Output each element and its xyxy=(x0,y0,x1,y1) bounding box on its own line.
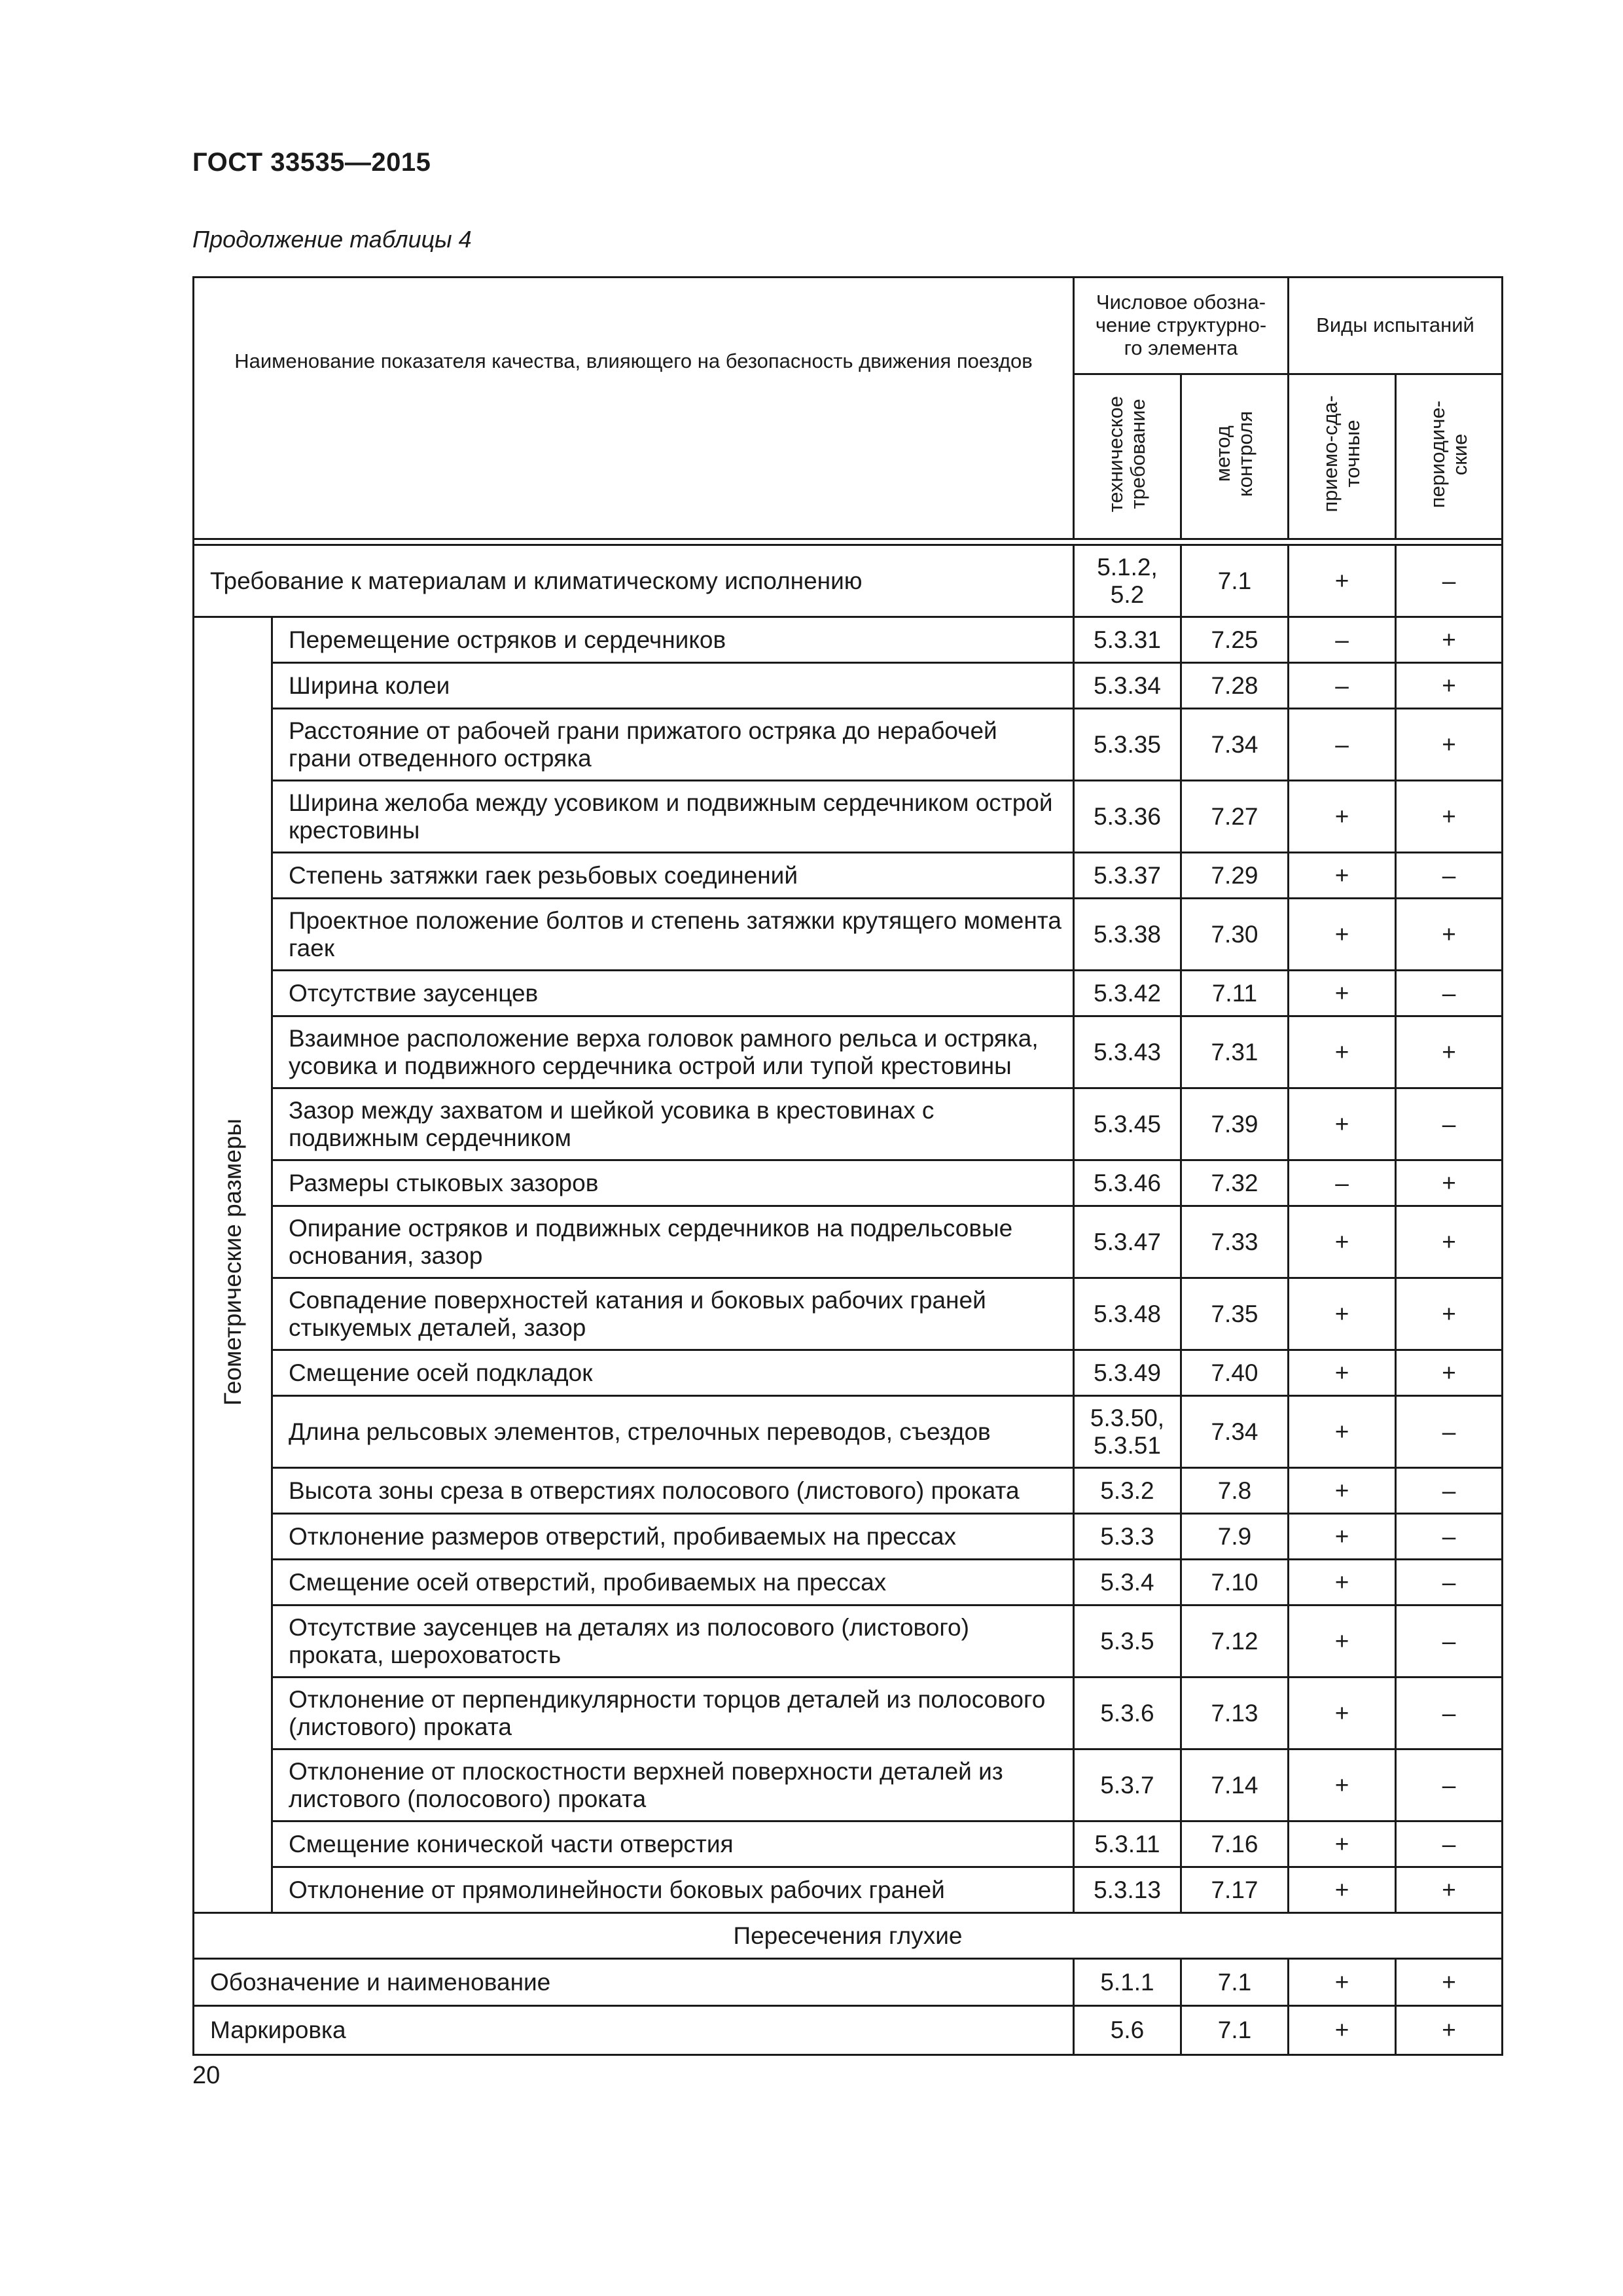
control-method-ref: 7.25 xyxy=(1181,617,1289,663)
periodic-mark: + xyxy=(1396,1278,1503,1350)
tech-requirement-ref: 5.3.49 xyxy=(1074,1350,1181,1396)
indicator-name: Отклонение размеров отверстий, пробиваемых на прессах xyxy=(272,1514,1074,1560)
tech-requirement-ref: 5.3.34 xyxy=(1074,663,1181,709)
control-method-ref: 7.1 xyxy=(1181,2006,1289,2055)
periodic-mark: – xyxy=(1396,1605,1503,1677)
acceptance-mark: + xyxy=(1289,1088,1396,1160)
header-tech-requirement: техническое требование xyxy=(1074,374,1181,539)
tech-requirement-ref: 5.3.36 xyxy=(1074,781,1181,853)
table-row xyxy=(194,1560,1503,1605)
indicator-name: Отклонение от перпендикулярности торцов деталей из полосового (листового) проката xyxy=(272,1677,1074,1749)
periodic-mark: – xyxy=(1396,853,1503,899)
acceptance-mark: + xyxy=(1289,1016,1396,1088)
control-method-ref: 7.17 xyxy=(1181,1867,1289,1913)
tech-requirement-ref: 5.3.35 xyxy=(1074,709,1181,781)
indicator-name: Требование к материалам и климатическому исполнению xyxy=(194,545,1074,617)
control-method-ref: 7.1 xyxy=(1181,545,1289,617)
group-label-cell xyxy=(194,617,272,1913)
acceptance-mark: + xyxy=(1289,1560,1396,1605)
tech-requirement-ref: 5.3.47 xyxy=(1074,1206,1181,1278)
control-method-ref: 7.32 xyxy=(1181,1160,1289,1206)
indicator-name: Размеры стыковых зазоров xyxy=(272,1160,1074,1206)
acceptance-mark: + xyxy=(1289,1867,1396,1913)
acceptance-mark: + xyxy=(1289,1206,1396,1278)
control-method-ref: 7.33 xyxy=(1181,1206,1289,1278)
control-method-ref: 7.34 xyxy=(1181,1396,1289,1468)
periodic-mark: – xyxy=(1396,1560,1503,1605)
indicator-name: Смещение осей отверстий, пробиваемых на прессах xyxy=(272,1560,1074,1605)
control-method-ref: 7.40 xyxy=(1181,1350,1289,1396)
acceptance-mark: + xyxy=(1289,1605,1396,1677)
group-label: Геометрические размеры xyxy=(219,1118,246,1406)
indicator-name: Высота зоны среза в отверстиях полосового (листового) проката xyxy=(272,1468,1074,1514)
table-row xyxy=(194,1396,1503,1468)
periodic-mark: – xyxy=(1396,545,1503,617)
periodic-mark: + xyxy=(1396,1959,1503,2006)
acceptance-mark: + xyxy=(1289,1468,1396,1514)
control-method-ref: 7.31 xyxy=(1181,1016,1289,1088)
acceptance-mark: – xyxy=(1289,709,1396,781)
table-row xyxy=(194,1605,1503,1677)
periodic-mark: – xyxy=(1396,1677,1503,1749)
tech-requirement-ref: 5.3.38 xyxy=(1074,899,1181,971)
tech-requirement-ref: 5.3.45 xyxy=(1074,1088,1181,1160)
control-method-ref: 7.14 xyxy=(1181,1749,1289,1821)
acceptance-mark: – xyxy=(1289,1160,1396,1206)
tech-requirement-ref: 5.3.48 xyxy=(1074,1278,1181,1350)
tech-requirement-ref: 5.3.13 xyxy=(1074,1867,1181,1913)
tech-requirement-ref: 5.1.2, 5.2 xyxy=(1074,545,1181,617)
control-method-ref: 7.16 xyxy=(1181,1821,1289,1867)
acceptance-mark: + xyxy=(1289,971,1396,1016)
acceptance-mark: + xyxy=(1289,899,1396,971)
control-method-ref: 7.8 xyxy=(1181,1468,1289,1514)
periodic-mark: – xyxy=(1396,1396,1503,1468)
periodic-mark: + xyxy=(1396,1160,1503,1206)
tech-requirement-ref: 5.3.37 xyxy=(1074,853,1181,899)
tech-requirement-ref: 5.3.11 xyxy=(1074,1821,1181,1867)
acceptance-mark: + xyxy=(1289,1396,1396,1468)
control-method-ref: 7.10 xyxy=(1181,1560,1289,1605)
acceptance-mark: + xyxy=(1289,1749,1396,1821)
acceptance-mark: + xyxy=(1289,1677,1396,1749)
indicator-name: Ширина желоба между усовиком и подвижным сердечником острой крестовины xyxy=(272,781,1074,853)
header-tests-group: Виды испытаний xyxy=(1289,278,1503,374)
quality-table xyxy=(192,276,1503,2056)
tech-requirement-ref: 5.3.6 xyxy=(1074,1677,1181,1749)
control-method-ref: 7.29 xyxy=(1181,853,1289,899)
indicator-name: Степень затяжки гаек резьбовых соединений xyxy=(272,853,1074,899)
tech-requirement-ref: 5.3.46 xyxy=(1074,1160,1181,1206)
control-method-ref: 7.13 xyxy=(1181,1677,1289,1749)
acceptance-mark: + xyxy=(1289,1821,1396,1867)
periodic-mark: + xyxy=(1396,781,1503,853)
table-row xyxy=(194,1677,1503,1749)
tech-requirement-ref: 5.6 xyxy=(1074,2006,1181,2055)
tech-requirement-ref: 5.3.4 xyxy=(1074,1560,1181,1605)
indicator-name: Смещение конической части отверстия xyxy=(272,1821,1074,1867)
periodic-mark: – xyxy=(1396,1821,1503,1867)
header-name-column: Наименование показателя качества, влияющего на безопасность движения поездов xyxy=(194,278,1074,539)
control-method-ref: 7.35 xyxy=(1181,1278,1289,1350)
table-row xyxy=(194,853,1503,899)
header-acceptance-tests: приемо-сда- точные xyxy=(1289,374,1396,539)
periodic-mark: + xyxy=(1396,709,1503,781)
tech-requirement-ref: 5.3.50, 5.3.51 xyxy=(1074,1396,1181,1468)
indicator-name: Перемещение остряков и сердечников xyxy=(272,617,1074,663)
table-row xyxy=(194,1749,1503,1821)
acceptance-mark: + xyxy=(1289,1350,1396,1396)
table-row xyxy=(194,1088,1503,1160)
header-control-method: метод контроля xyxy=(1181,374,1289,539)
tech-requirement-ref: 5.3.43 xyxy=(1074,1016,1181,1088)
periodic-mark: + xyxy=(1396,663,1503,709)
header-periodic-tests: периодиче- ские xyxy=(1396,374,1503,539)
indicator-name: Обозначение и наименование xyxy=(194,1959,1074,2006)
acceptance-mark: + xyxy=(1289,2006,1396,2055)
table-caption: Продолжение таблицы 4 xyxy=(192,226,472,253)
acceptance-mark: + xyxy=(1289,781,1396,853)
acceptance-mark: – xyxy=(1289,617,1396,663)
table-row xyxy=(194,1278,1503,1350)
periodic-mark: + xyxy=(1396,617,1503,663)
control-method-ref: 7.9 xyxy=(1181,1514,1289,1560)
periodic-mark: – xyxy=(1396,971,1503,1016)
indicator-name: Отсутствие заусенцев на деталях из полосового (листового) проката, шероховатость xyxy=(272,1605,1074,1677)
control-method-ref: 7.12 xyxy=(1181,1605,1289,1677)
tech-requirement-ref: 5.3.5 xyxy=(1074,1605,1181,1677)
indicator-name: Совпадение поверхностей катания и боковых рабочих граней стыкуемых деталей, зазор xyxy=(272,1278,1074,1350)
periodic-mark: – xyxy=(1396,1468,1503,1514)
indicator-name: Отклонение от плоскостности верхней поверхности деталей из листового (полосового) проката xyxy=(272,1749,1074,1821)
periodic-mark: + xyxy=(1396,2006,1503,2055)
table-row xyxy=(194,899,1503,971)
document-code: ГОСТ 33535—2015 xyxy=(192,148,431,177)
acceptance-mark: + xyxy=(1289,1959,1396,2006)
control-method-ref: 7.28 xyxy=(1181,663,1289,709)
indicator-name: Зазор между захватом и шейкой усовика в крестовинах с подвижным сердечником xyxy=(272,1088,1074,1160)
indicator-name: Смещение осей подкладок xyxy=(272,1350,1074,1396)
tech-requirement-ref: 5.3.42 xyxy=(1074,971,1181,1016)
table-row xyxy=(194,1514,1503,1560)
tech-requirement-ref: 5.1.1 xyxy=(1074,1959,1181,2006)
periodic-mark: + xyxy=(1396,1206,1503,1278)
tech-requirement-ref: 5.3.2 xyxy=(1074,1468,1181,1514)
table-row xyxy=(194,617,1503,663)
table-row xyxy=(194,709,1503,781)
periodic-mark: + xyxy=(1396,899,1503,971)
table-row xyxy=(194,1350,1503,1396)
indicator-name: Ширина колеи xyxy=(272,663,1074,709)
page-number: 20 xyxy=(192,2062,221,2089)
periodic-mark: + xyxy=(1396,1350,1503,1396)
table-row xyxy=(194,663,1503,709)
header-number-group: Числовое обозна- чение структурно- го элемента xyxy=(1074,278,1289,374)
table-row xyxy=(194,1160,1503,1206)
table-row xyxy=(194,545,1503,617)
table-row xyxy=(194,1468,1503,1514)
tech-requirement-ref: 5.3.31 xyxy=(1074,617,1181,663)
table-row xyxy=(194,971,1503,1016)
periodic-mark: + xyxy=(1396,1016,1503,1088)
table-row xyxy=(194,1016,1503,1088)
acceptance-mark: – xyxy=(1289,663,1396,709)
acceptance-mark: + xyxy=(1289,853,1396,899)
table-row xyxy=(194,1959,1503,2006)
periodic-mark: – xyxy=(1396,1514,1503,1560)
control-method-ref: 7.1 xyxy=(1181,1959,1289,2006)
tech-requirement-ref: 5.3.7 xyxy=(1074,1749,1181,1821)
indicator-name: Длина рельсовых элементов, стрелочных переводов, съездов xyxy=(272,1396,1074,1468)
control-method-ref: 7.30 xyxy=(1181,899,1289,971)
indicator-name: Маркировка xyxy=(194,2006,1074,2055)
control-method-ref: 7.34 xyxy=(1181,709,1289,781)
table-row xyxy=(194,1867,1503,1913)
control-method-ref: 7.27 xyxy=(1181,781,1289,853)
table-row xyxy=(194,1821,1503,1867)
control-method-ref: 7.39 xyxy=(1181,1088,1289,1160)
acceptance-mark: + xyxy=(1289,1514,1396,1560)
periodic-mark: + xyxy=(1396,1867,1503,1913)
acceptance-mark: + xyxy=(1289,1278,1396,1350)
tech-requirement-ref: 5.3.3 xyxy=(1074,1514,1181,1560)
table-row xyxy=(194,1206,1503,1278)
indicator-name: Отсутствие заусенцев xyxy=(272,971,1074,1016)
periodic-mark: – xyxy=(1396,1088,1503,1160)
table-row xyxy=(194,2006,1503,2055)
indicator-name: Расстояние от рабочей грани прижатого остряка до нерабочей грани отведенного остряка xyxy=(272,709,1074,781)
table-row xyxy=(194,781,1503,853)
acceptance-mark: + xyxy=(1289,545,1396,617)
periodic-mark: – xyxy=(1396,1749,1503,1821)
indicator-name: Проектное положение болтов и степень затяжки крутящего момента гаек xyxy=(272,899,1074,971)
indicator-name: Отклонение от прямолинейности боковых рабочих граней xyxy=(272,1867,1074,1913)
indicator-name: Опирание остряков и подвижных сердечников на подрельсовые основания, зазор xyxy=(272,1206,1074,1278)
indicator-name: Взаимное расположение верха головок рамного рельса и остряка, усовика и подвижного сердечника острой или тупой крестовины xyxy=(272,1016,1074,1088)
control-method-ref: 7.11 xyxy=(1181,971,1289,1016)
section-title: Пересечения глухие xyxy=(194,1913,1503,1959)
